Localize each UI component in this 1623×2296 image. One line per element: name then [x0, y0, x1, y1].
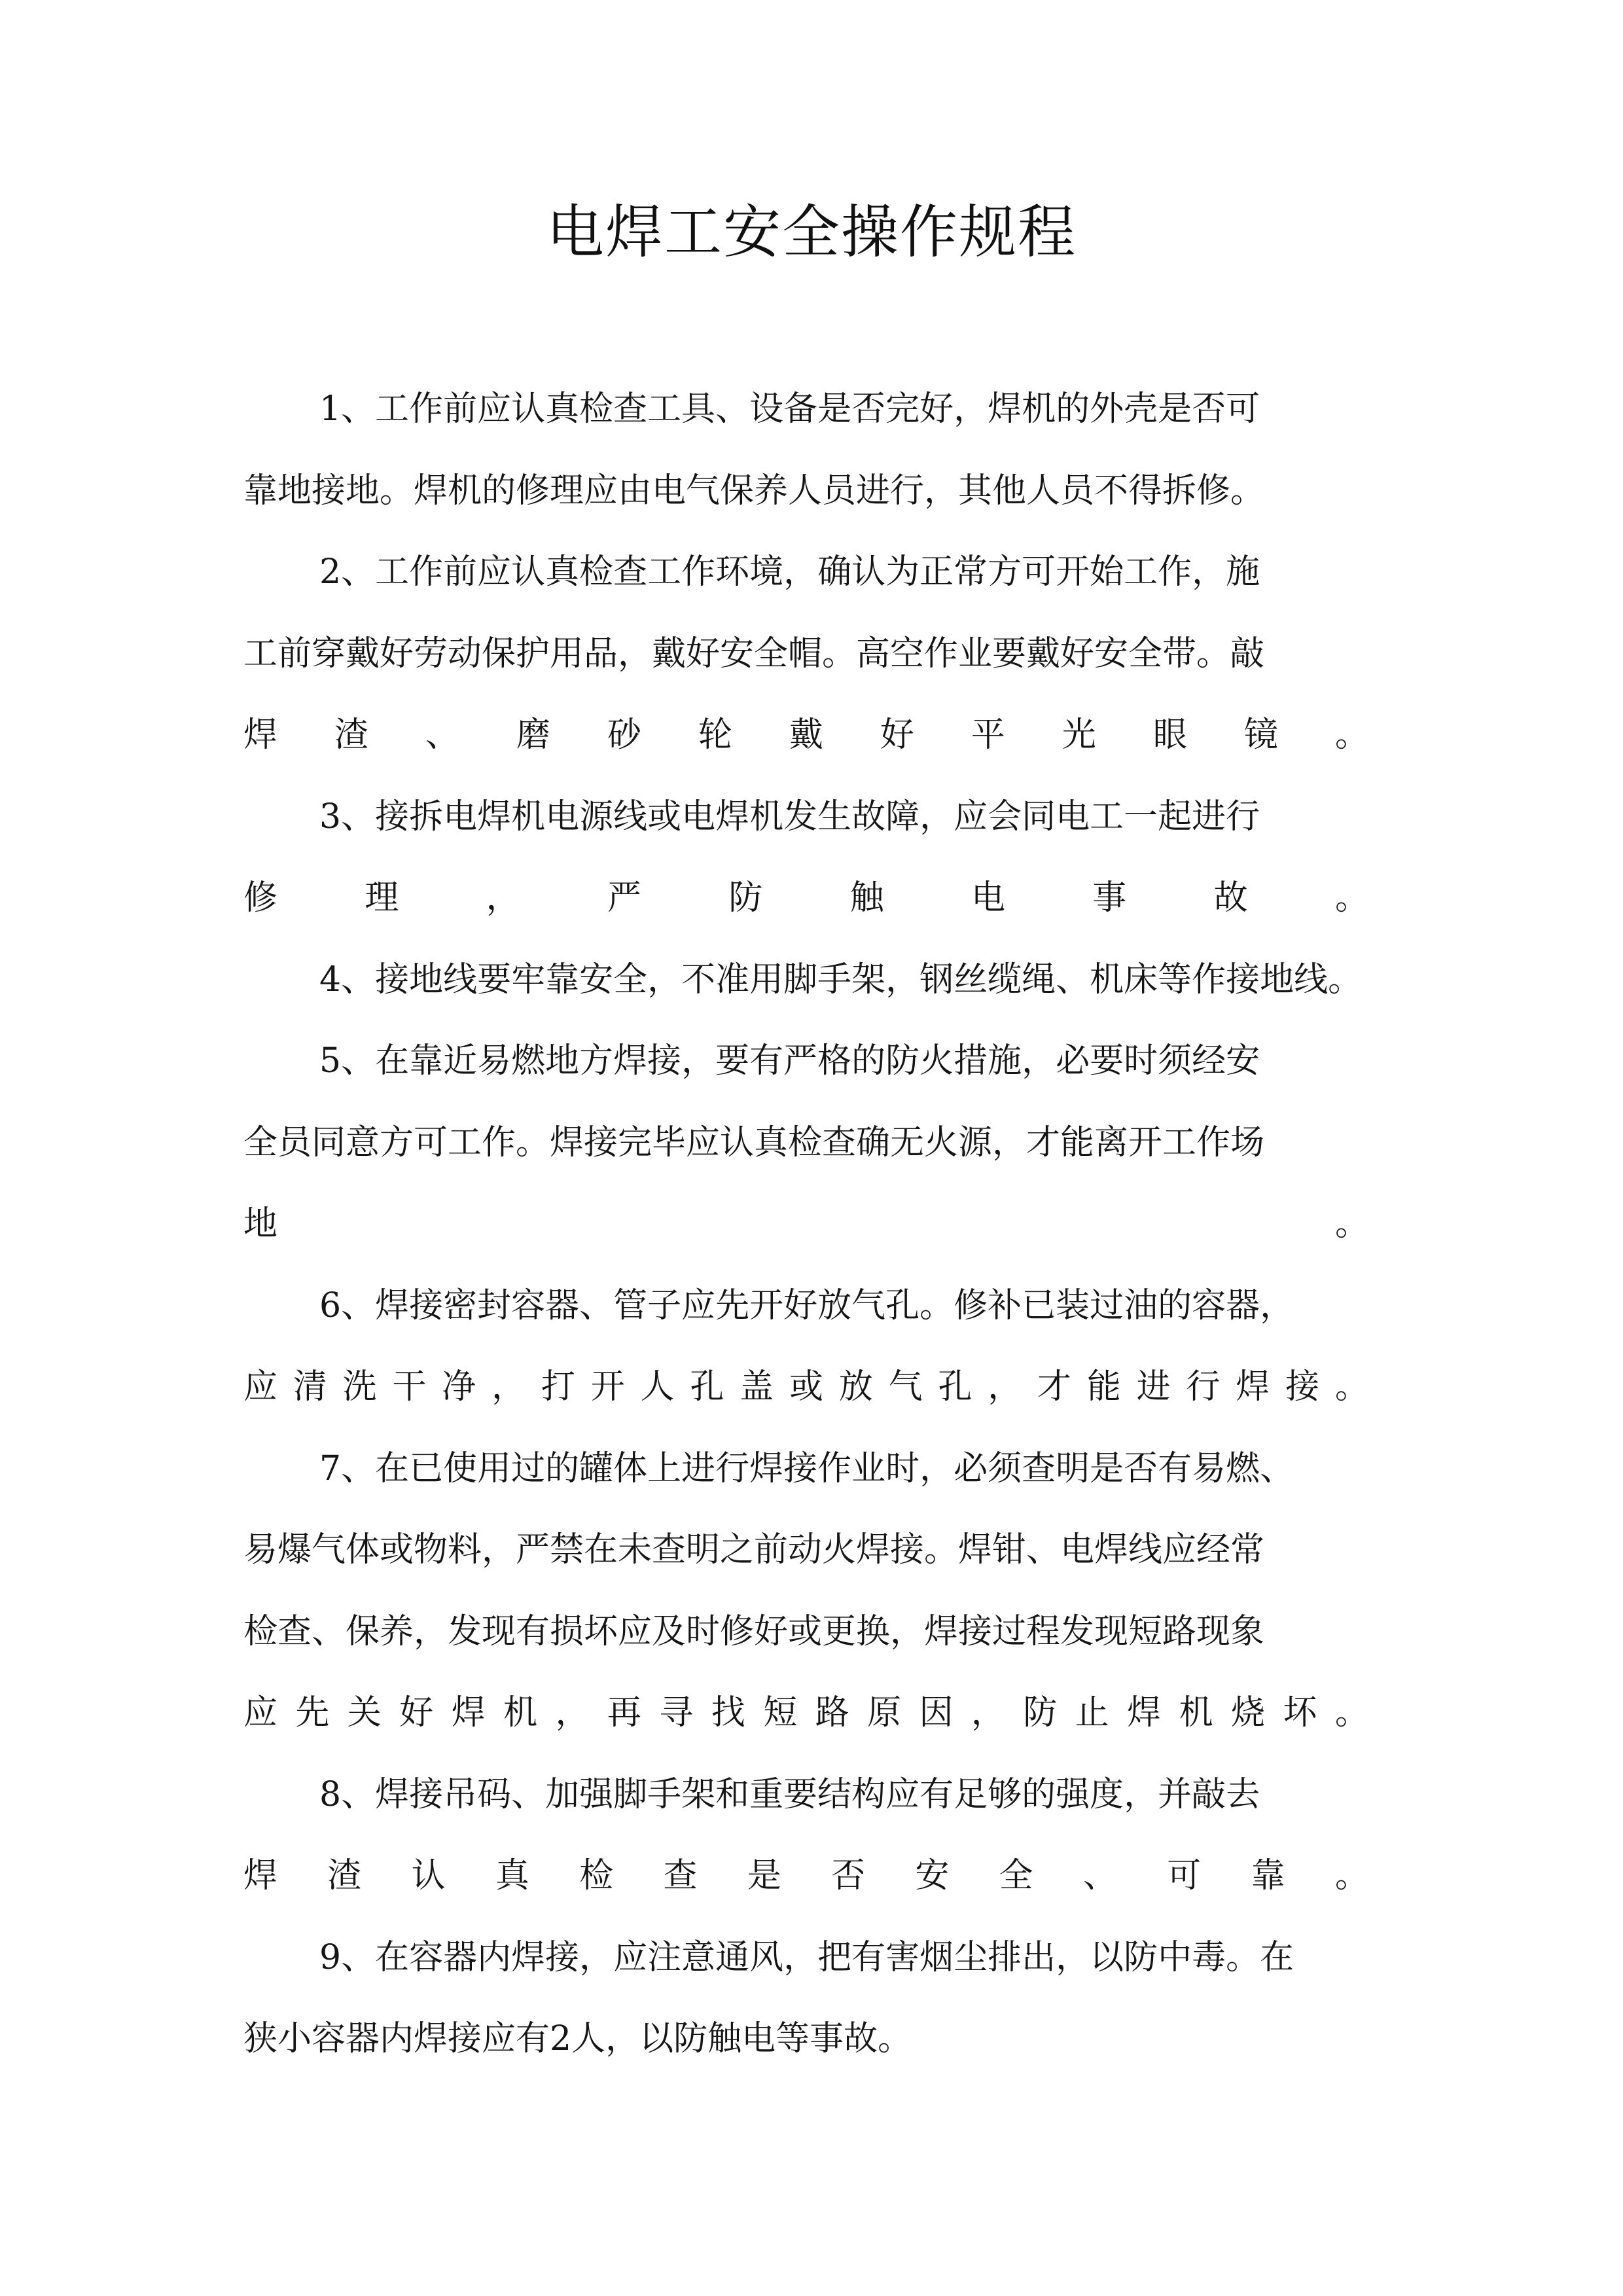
body-line: 2、工作前应认真检查工作环境，确认为正常方可开始工作，施 — [319, 552, 1260, 592]
body-line: 4、接地线要牢靠安全，不准用脚手架，钢丝缆绳、机床等作接地线。 — [319, 960, 1363, 999]
body-line: 修 理 ， 严 防 触 电 事 故 。 — [243, 878, 1369, 918]
body-line: 焊 渣 认 真 检 查 是 否 安 全 、 可 靠 。 — [243, 1856, 1369, 1895]
body-line: 3、接拆电焊机电源线或电焊机发生故障，应会同电工一起进行 — [319, 797, 1260, 836]
body-line: 6、焊接密封容器、管子应先开好放气孔。修补已装过油的容器， — [319, 1286, 1294, 1325]
body-line: 应 先 关 好 焊 机 ， 再 寻 找 短 路 原 因 ， 防 止 焊 机 烧 坏 。 — [243, 1693, 1369, 1732]
body-line: 工前穿戴好劳动保护用品，戴好安全帽。高空作业要戴好安全带。敲 — [243, 634, 1265, 673]
body-line: 狭小容器内焊接应有2人，以防触电等事故。 — [243, 2019, 912, 2058]
body-line: 1、工作前应认真检查工具、设备是否完好，焊机的外壳是否可 — [319, 389, 1260, 429]
body-line: 9、在容器内焊接，应注意通风，把有害烟尘排出，以防中毒。在 — [319, 1938, 1294, 1977]
body-line: 5、在靠近易燃地方焊接，要有严格的防火措施，必要时须经安 — [319, 1041, 1260, 1081]
body-line: 检查、保养，发现有损坏应及时修好或更换，焊接过程发现短路现象 — [243, 1612, 1265, 1651]
body-line: 地 。 — [243, 1204, 1369, 1244]
body-line: 7、在已使用过的罐体上进行焊接作业时，必须查明是否有易燃、 — [319, 1449, 1294, 1488]
body-line: 全员同意方可工作。焊接完毕应认真检查确无火源，才能离开工作场 — [243, 1123, 1265, 1162]
body-line: 应 清 洗 干 净 ， 打 开 人 孔 盖 或 放 气 孔 ， 才 能 进 行 焊 接 。 — [243, 1367, 1369, 1407]
body-line: 靠地接地。焊机的修理应由电气保养人员进行，其他人员不得拆修。 — [243, 471, 1265, 511]
document-title: 电焊工安全操作规程 — [546, 198, 1077, 266]
body-line: 易爆气体或物料，严禁在未查明之前动火焊接。焊钳、电焊线应经常 — [243, 1530, 1265, 1570]
body-line: 焊 渣 、 磨 砂 轮 戴 好 平 光 眼 镜 。 — [243, 715, 1369, 755]
body-line: 8、焊接吊码、加强脚手架和重要结构应有足够的强度，并敲去 — [319, 1775, 1260, 1814]
